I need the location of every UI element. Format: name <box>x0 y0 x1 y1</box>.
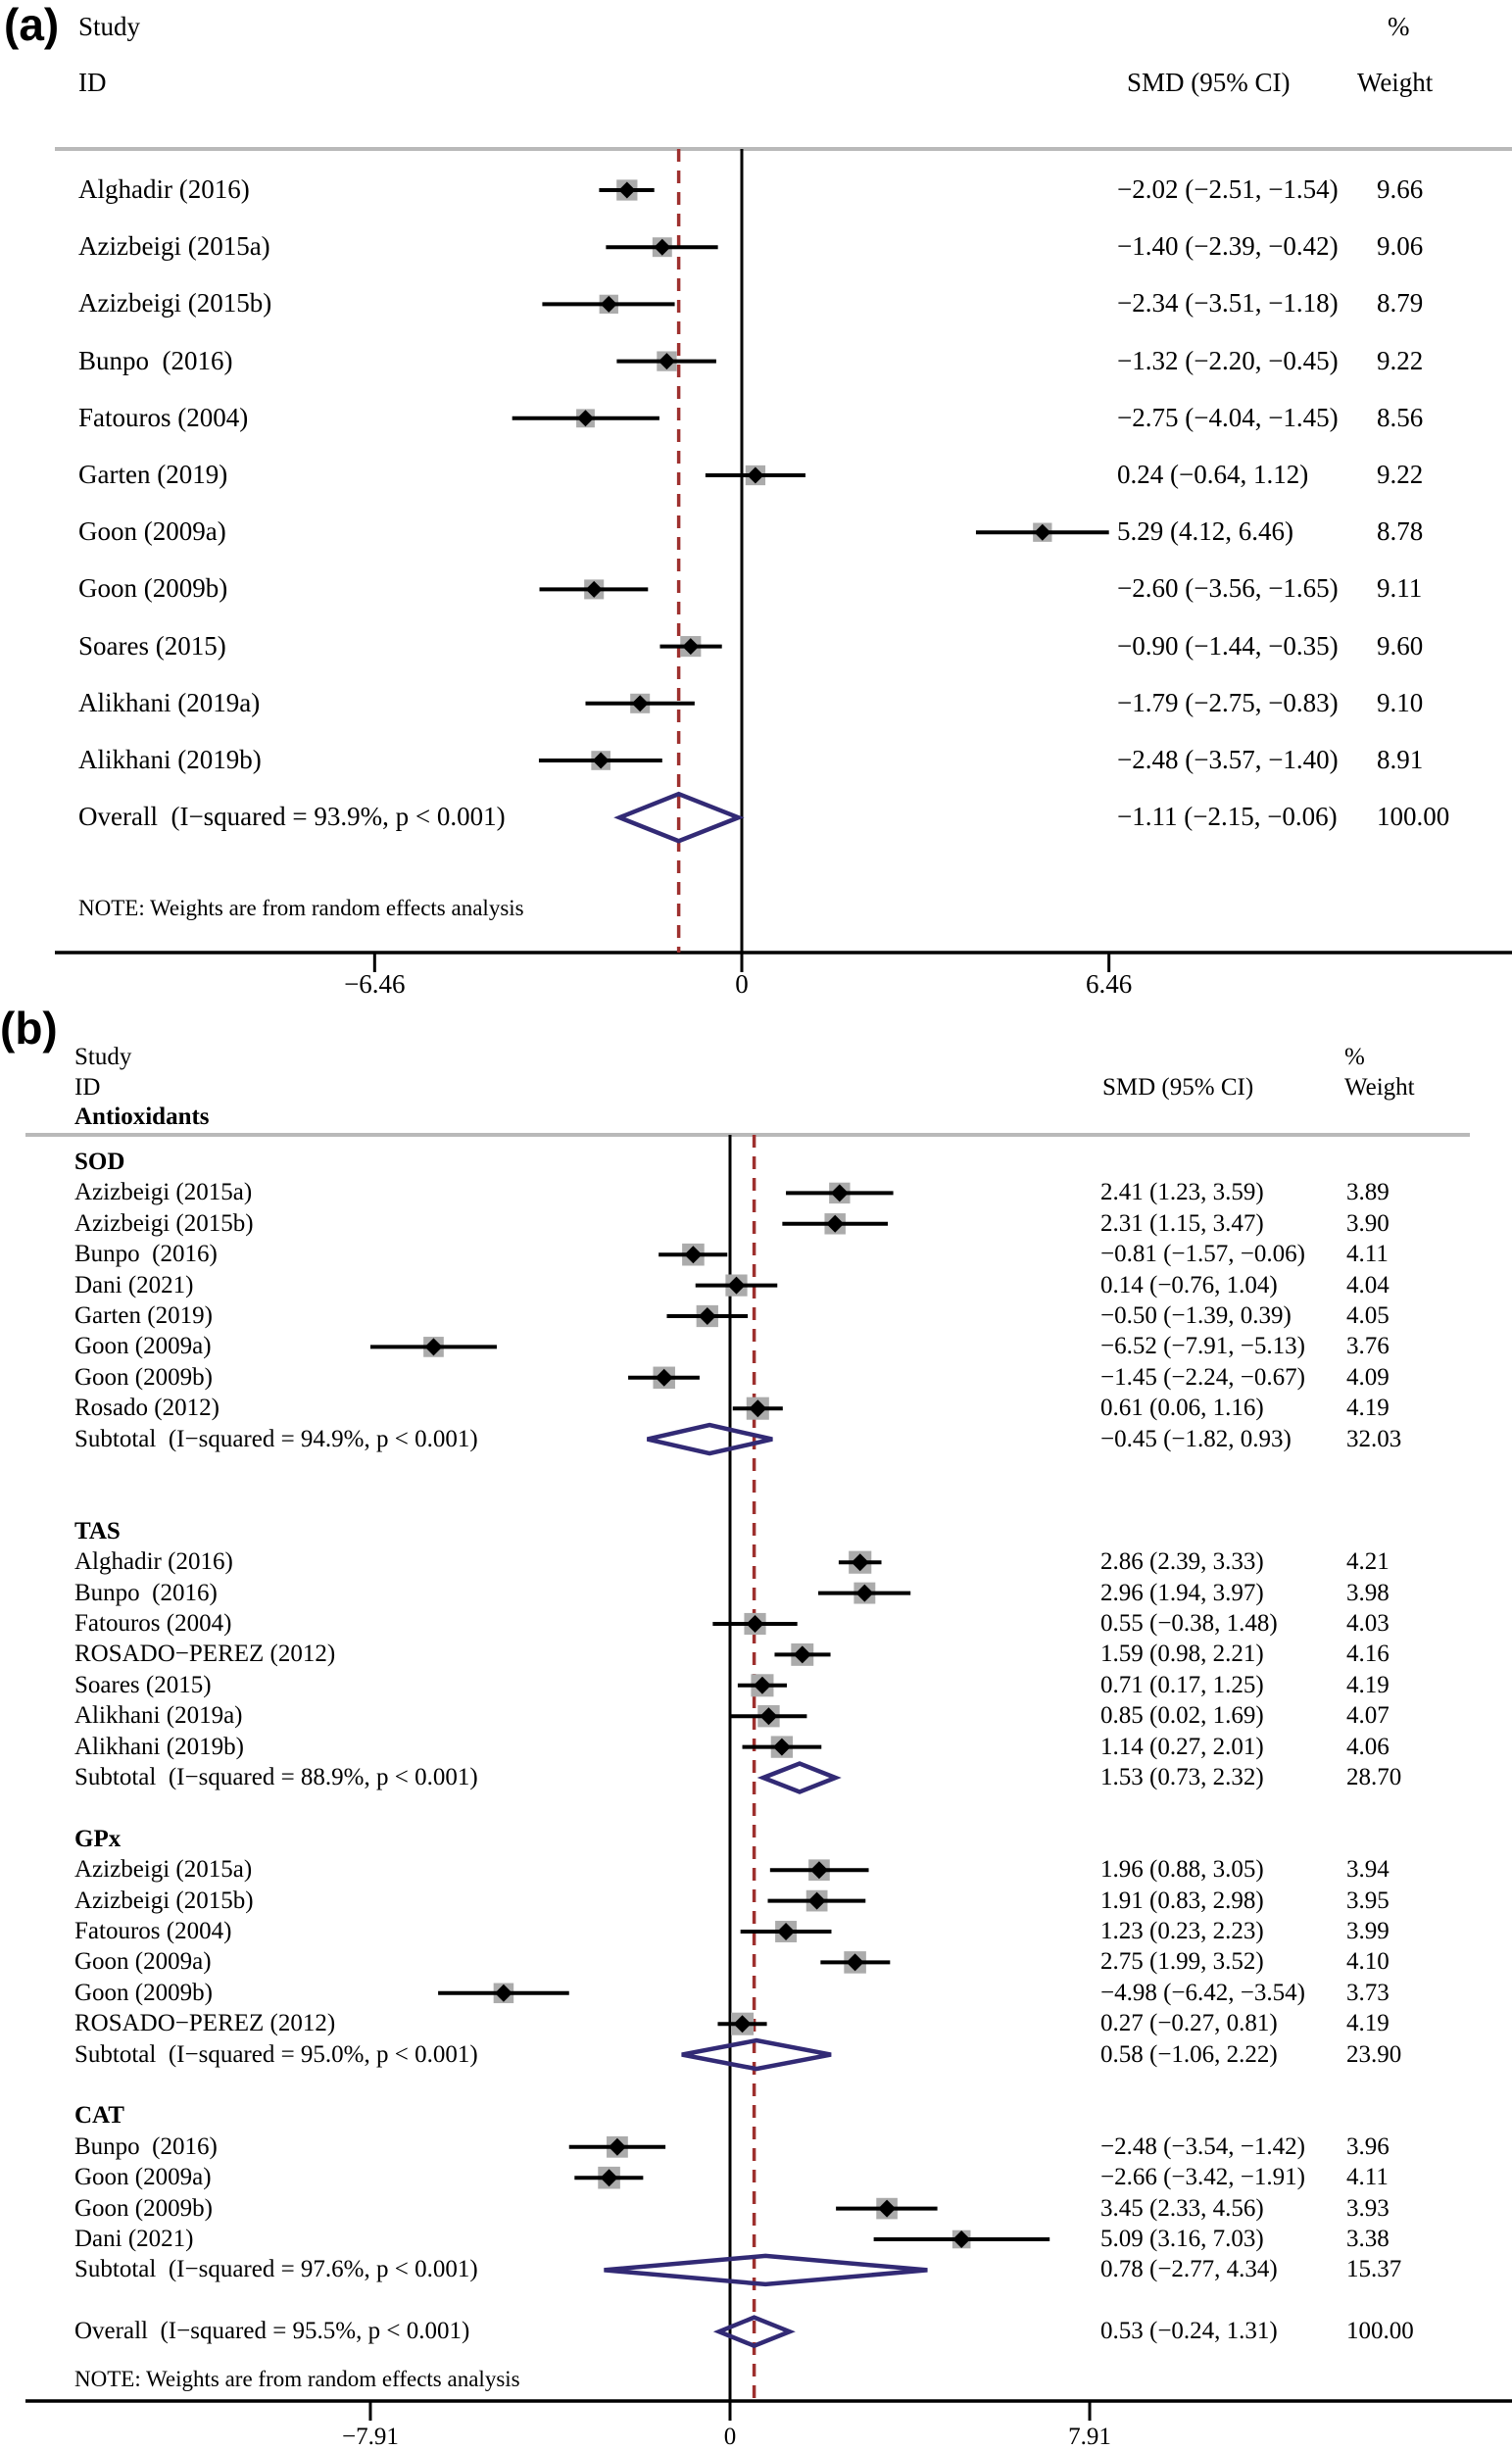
panel-b-column-study: Study <box>74 1044 132 1070</box>
weight-value: 4.07 <box>1346 1702 1390 1730</box>
panel-b-label: (b) <box>0 1003 58 1054</box>
smd-value: 2.96 (1.94, 3.97) <box>1100 1579 1264 1606</box>
weight-value: 3.90 <box>1346 1209 1390 1237</box>
smd-value: −2.02 (−2.51, −1.54) <box>1117 174 1339 204</box>
panel-a-column-study: Study <box>78 12 141 41</box>
weight-value: 4.11 <box>1346 2164 1389 2191</box>
study-label: Rosado (2012) <box>74 1395 219 1422</box>
study-label: Dani (2021) <box>74 1271 194 1298</box>
smd-value: 0.61 (0.06, 1.16) <box>1100 1395 1264 1422</box>
weight-value: 3.94 <box>1346 1856 1390 1884</box>
weight-value: 9.22 <box>1377 345 1424 375</box>
panel-a-column-percent: % <box>1388 12 1410 41</box>
subtotal-label: Subtotal (I−squared = 95.0%, p < 0.001) <box>74 2040 478 2068</box>
group-label: SOD <box>74 1149 125 1175</box>
study-label: Goon (2009b) <box>74 2194 213 2222</box>
weight-value: 15.37 <box>1346 2256 1402 2283</box>
panel-b-column-antioxidants: Antioxidants <box>74 1103 210 1130</box>
axis-tick-label: −6.46 <box>344 969 406 999</box>
weight-value: 3.76 <box>1346 1333 1390 1360</box>
smd-value: −1.40 (−2.39, −0.42) <box>1117 231 1339 262</box>
weight-value: 4.10 <box>1346 1948 1390 1976</box>
study-label: Goon (2009b) <box>74 1363 213 1391</box>
study-label: Alikhani (2019b) <box>78 745 262 774</box>
weight-value: 100.00 <box>1346 2318 1414 2345</box>
weight-value: 8.56 <box>1377 402 1424 432</box>
pooled-diamond <box>682 2040 831 2069</box>
weight-value: 4.19 <box>1346 1395 1390 1422</box>
smd-value: 1.14 (0.27, 2.01) <box>1100 1733 1264 1760</box>
study-label: Fatouros (2004) <box>78 402 249 432</box>
smd-value: −2.48 (−3.54, −1.42) <box>1100 2132 1305 2160</box>
panel-a-note: NOTE: Weights are from random effects analysis <box>78 896 524 920</box>
study-label: Azizbeigi (2015a) <box>74 1179 253 1206</box>
pooled-diamond <box>763 1764 836 1792</box>
smd-value: −0.81 (−1.57, −0.06) <box>1100 1241 1305 1268</box>
study-label: Alghadir (2016) <box>74 1548 233 1576</box>
smd-value: −0.90 (−1.44, −0.35) <box>1117 630 1339 661</box>
weight-value: 3.38 <box>1346 2226 1390 2252</box>
weight-value: 9.06 <box>1377 231 1424 262</box>
weight-value: 3.98 <box>1346 1579 1390 1606</box>
weight-value: 32.03 <box>1346 1425 1402 1452</box>
weight-value: 4.21 <box>1346 1548 1390 1576</box>
study-label: Azizbeigi (2015a) <box>74 1856 253 1884</box>
smd-value: −2.60 (−3.56, −1.65) <box>1117 573 1339 604</box>
weight-value: 8.78 <box>1377 516 1424 547</box>
axis-tick-label: 7.91 <box>1068 2424 1111 2450</box>
weight-value: 9.11 <box>1377 573 1423 604</box>
smd-value: 1.96 (0.88, 3.05) <box>1100 1856 1264 1884</box>
group-label: TAS <box>74 1517 121 1544</box>
study-label: Goon (2009a) <box>74 1333 212 1360</box>
smd-value: 2.31 (1.15, 3.47) <box>1100 1209 1264 1237</box>
study-label: Goon (2009a) <box>74 2164 212 2191</box>
study-label: Bunpo (2016) <box>74 2132 218 2160</box>
study-label: Soares (2015) <box>74 1671 212 1698</box>
weight-value: 4.16 <box>1346 1641 1390 1668</box>
study-label: Goon (2009a) <box>74 1948 212 1976</box>
smd-value: −2.48 (−3.57, −1.40) <box>1117 745 1339 774</box>
weight-value: 3.96 <box>1346 2132 1390 2160</box>
weight-value: 3.95 <box>1346 1886 1390 1914</box>
smd-value: 0.24 (−0.64, 1.12) <box>1117 460 1309 489</box>
smd-value: 3.45 (2.33, 4.56) <box>1100 2194 1264 2222</box>
smd-value: 0.55 (−0.38, 1.48) <box>1100 1610 1278 1637</box>
study-label: Azizbeigi (2015a) <box>78 231 270 262</box>
weight-value: 4.19 <box>1346 2010 1390 2037</box>
weight-value: 9.22 <box>1377 460 1424 489</box>
smd-value: 0.53 (−0.24, 1.31) <box>1100 2318 1278 2345</box>
smd-value: 0.85 (0.02, 1.69) <box>1100 1702 1264 1730</box>
axis-tick-label: 6.46 <box>1086 969 1133 999</box>
smd-value: −2.66 (−3.42, −1.91) <box>1100 2164 1305 2191</box>
panel-b-note: NOTE: Weights are from random effects analysis <box>74 2367 520 2391</box>
panel-a-column-id: ID <box>78 68 107 97</box>
subtotal-label: Subtotal (I−squared = 94.9%, p < 0.001) <box>74 1425 478 1452</box>
study-label: Garten (2019) <box>78 460 228 489</box>
smd-value: 1.23 (0.23, 2.23) <box>1100 1918 1264 1944</box>
group-label: CAT <box>74 2102 124 2130</box>
study-label: Bunpo (2016) <box>78 345 233 375</box>
smd-value: 2.41 (1.23, 3.59) <box>1100 1179 1264 1206</box>
overall-label: Overall (I−squared = 95.5%, p < 0.001) <box>74 2318 470 2345</box>
weight-value: 9.60 <box>1377 630 1424 661</box>
study-label: Alikhani (2019a) <box>74 1702 243 1730</box>
subtotal-label: Subtotal (I−squared = 88.9%, p < 0.001) <box>74 1764 478 1790</box>
weight-value: 4.04 <box>1346 1271 1390 1298</box>
panel-b-column-percent: % <box>1344 1044 1365 1070</box>
smd-value: −2.75 (−4.04, −1.45) <box>1117 402 1339 432</box>
weight-value: 100.00 <box>1377 802 1450 832</box>
smd-value: −1.45 (−2.24, −0.67) <box>1100 1363 1305 1391</box>
panel-a-column-weight: Weight <box>1357 68 1434 97</box>
study-label: Bunpo (2016) <box>74 1579 218 1606</box>
weight-value: 8.91 <box>1377 745 1424 774</box>
smd-value: 0.14 (−0.76, 1.04) <box>1100 1271 1278 1298</box>
weight-value: 28.70 <box>1346 1764 1402 1790</box>
study-label: Goon (2009b) <box>78 573 228 604</box>
smd-value: 1.91 (0.83, 2.98) <box>1100 1886 1264 1914</box>
study-label: Azizbeigi (2015b) <box>74 1886 254 1914</box>
subtotal-label: Subtotal (I−squared = 97.6%, p < 0.001) <box>74 2256 478 2283</box>
smd-value: −2.34 (−3.51, −1.18) <box>1117 288 1339 318</box>
smd-value: 0.78 (−2.77, 4.34) <box>1100 2256 1278 2283</box>
smd-value: 1.53 (0.73, 2.32) <box>1100 1764 1264 1790</box>
study-label: Azizbeigi (2015b) <box>74 1209 254 1237</box>
study-label: Azizbeigi (2015b) <box>78 288 272 318</box>
panel-a-label: (a) <box>4 0 60 50</box>
study-label: Alghadir (2016) <box>78 174 250 204</box>
weight-value: 4.09 <box>1346 1363 1390 1391</box>
smd-value: −0.50 (−1.39, 0.39) <box>1100 1302 1292 1329</box>
weight-value: 8.79 <box>1377 288 1424 318</box>
study-label: Goon (2009b) <box>74 1979 213 2006</box>
study-label: ROSADO−PEREZ (2012) <box>74 2010 336 2037</box>
smd-value: 2.86 (2.39, 3.33) <box>1100 1548 1264 1576</box>
weight-value: 4.03 <box>1346 1610 1390 1637</box>
study-label: Goon (2009a) <box>78 516 226 547</box>
weight-value: 3.89 <box>1346 1179 1390 1206</box>
smd-value: −1.79 (−2.75, −0.83) <box>1117 687 1339 717</box>
axis-tick-label: −7.91 <box>342 2424 399 2450</box>
axis-tick-label: 0 <box>735 969 749 999</box>
weight-value: 3.93 <box>1346 2194 1390 2222</box>
study-label: Dani (2021) <box>74 2226 194 2252</box>
panel-b-column-weight: Weight <box>1344 1074 1415 1101</box>
weight-value: 4.19 <box>1346 1671 1390 1698</box>
smd-value: −1.32 (−2.20, −0.45) <box>1117 345 1339 375</box>
axis-tick-label: 0 <box>723 2424 737 2450</box>
group-label: GPx <box>74 1825 122 1852</box>
smd-value: −1.11 (−2.15, −0.06) <box>1117 802 1338 832</box>
study-label: Soares (2015) <box>78 630 226 661</box>
weight-value: 4.05 <box>1346 1302 1390 1329</box>
panel-a-column-smd: SMD (95% CI) <box>1127 68 1291 97</box>
overall-label: Overall (I−squared = 93.9%, p < 0.001) <box>78 802 506 832</box>
weight-value: 3.99 <box>1346 1918 1390 1944</box>
weight-value: 9.66 <box>1377 174 1424 204</box>
weight-value: 3.73 <box>1346 1979 1390 2006</box>
study-label: Fatouros (2004) <box>74 1610 232 1637</box>
weight-value: 4.06 <box>1346 1733 1390 1760</box>
smd-value: 5.09 (3.16, 7.03) <box>1100 2226 1264 2252</box>
smd-value: 2.75 (1.99, 3.52) <box>1100 1948 1264 1976</box>
study-label: Alikhani (2019a) <box>78 687 261 717</box>
study-label: Alikhani (2019b) <box>74 1733 244 1760</box>
panel-b-column-smd: SMD (95% CI) <box>1102 1074 1254 1101</box>
panel-b-column-id: ID <box>74 1074 101 1101</box>
smd-value: 1.59 (0.98, 2.21) <box>1100 1641 1264 1668</box>
study-label: Fatouros (2004) <box>74 1918 232 1944</box>
smd-value: 0.71 (0.17, 1.25) <box>1100 1671 1264 1698</box>
smd-value: −0.45 (−1.82, 0.93) <box>1100 1425 1292 1452</box>
study-label: Garten (2019) <box>74 1302 213 1329</box>
weight-value: 9.10 <box>1377 687 1424 717</box>
smd-value: 5.29 (4.12, 6.46) <box>1117 516 1293 547</box>
weight-value: 23.90 <box>1346 2040 1402 2068</box>
smd-value: −6.52 (−7.91, −5.13) <box>1100 1333 1305 1360</box>
study-label: ROSADO−PEREZ (2012) <box>74 1641 336 1668</box>
pooled-diamond <box>604 2256 927 2284</box>
smd-value: −4.98 (−6.42, −3.54) <box>1100 1979 1305 2006</box>
study-label: Bunpo (2016) <box>74 1241 218 1268</box>
weight-value: 4.11 <box>1346 1241 1389 1268</box>
smd-value: 0.27 (−0.27, 0.81) <box>1100 2010 1278 2037</box>
smd-value: 0.58 (−1.06, 2.22) <box>1100 2040 1278 2068</box>
